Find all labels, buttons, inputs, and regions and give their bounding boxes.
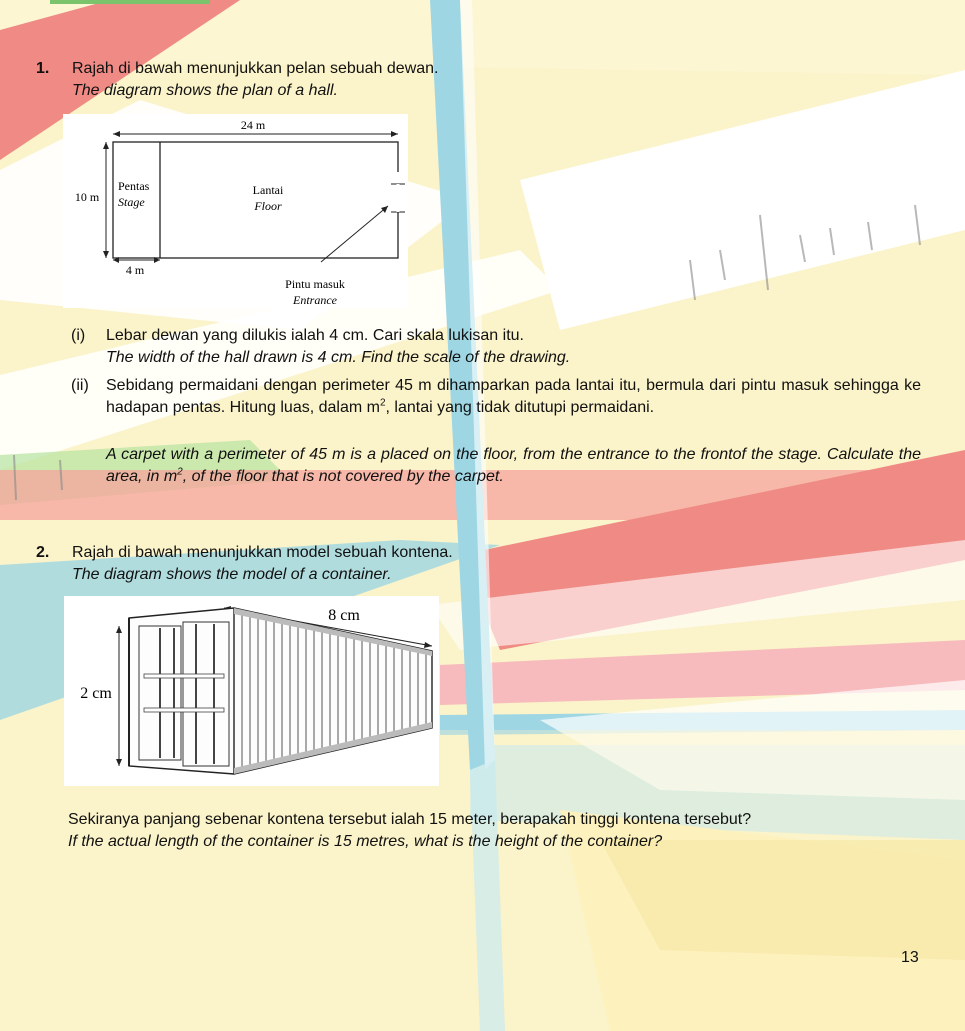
question-2-intro-en: The diagram shows the model of a container.	[72, 566, 392, 583]
entrance-label-en: Entrance	[293, 293, 337, 307]
stage-width-label: 4 m	[125, 263, 145, 277]
part-ii-text-ms: Sebidang permaidani dengan perimeter 45 m dihamparkan pada lantai itu, bermula dari pintu masuk sehingga ke hadapan pentas. Hitung luas, dalam $m^2$, lantai yang tidak ditutupi permaidani.	[106, 377, 921, 416]
question-1-intro-ms: Rajah di bawah menunjukkan pelan sebuah dewan.	[72, 60, 439, 77]
floor-label-en: Floor	[254, 199, 282, 213]
floor-label-ms: Lantai	[252, 183, 284, 197]
stage-label-ms: Pentas	[118, 179, 150, 193]
question-1-number: 1.	[36, 60, 50, 77]
hall-width-label: 10 m	[74, 190, 100, 204]
hall-plan-diagram	[63, 114, 408, 308]
stage-label-en: Stage	[118, 195, 145, 209]
page-number: 13	[901, 949, 919, 966]
part-ii-text-en: A carpet with a perimeter of 45 m is a placed on the floor, from the entrance to the frontof the stage. Calculate the area, in $m^2$, of the floor that is not covered by the carpet.	[106, 446, 921, 485]
part-i-text-en: The width of the hall drawn is 4 cm. Find the scale of the drawing.	[106, 349, 571, 366]
part-i-label: (i)	[71, 327, 86, 344]
container-model-diagram	[64, 596, 439, 786]
entrance-label-ms: Pintu masuk	[285, 277, 345, 291]
question-2-text-ms: Sekiranya panjang sebenar kontena tersebut ialah 15 meter, berapakah tinggi kontena tersebut?	[68, 811, 752, 828]
question-2-number: 2.	[36, 544, 50, 561]
container-height-label: 2 cm	[80, 685, 112, 702]
part-i-text-ms: Lebar dewan yang dilukis ialah 4 cm. Cari skala lukisan itu.	[106, 327, 524, 344]
hall-length-label: 24 m	[240, 118, 266, 132]
question-2-intro-ms: Rajah di bawah menunjukkan model sebuah kontena.	[72, 544, 453, 561]
question-2-text-en: If the actual length of the container is 15 metres, what is the height of the container?	[68, 833, 663, 850]
question-1-intro-en: The diagram shows the plan of a hall.	[72, 82, 338, 99]
container-length-label: 8 cm	[328, 607, 360, 624]
part-ii-label: (ii)	[71, 377, 89, 394]
